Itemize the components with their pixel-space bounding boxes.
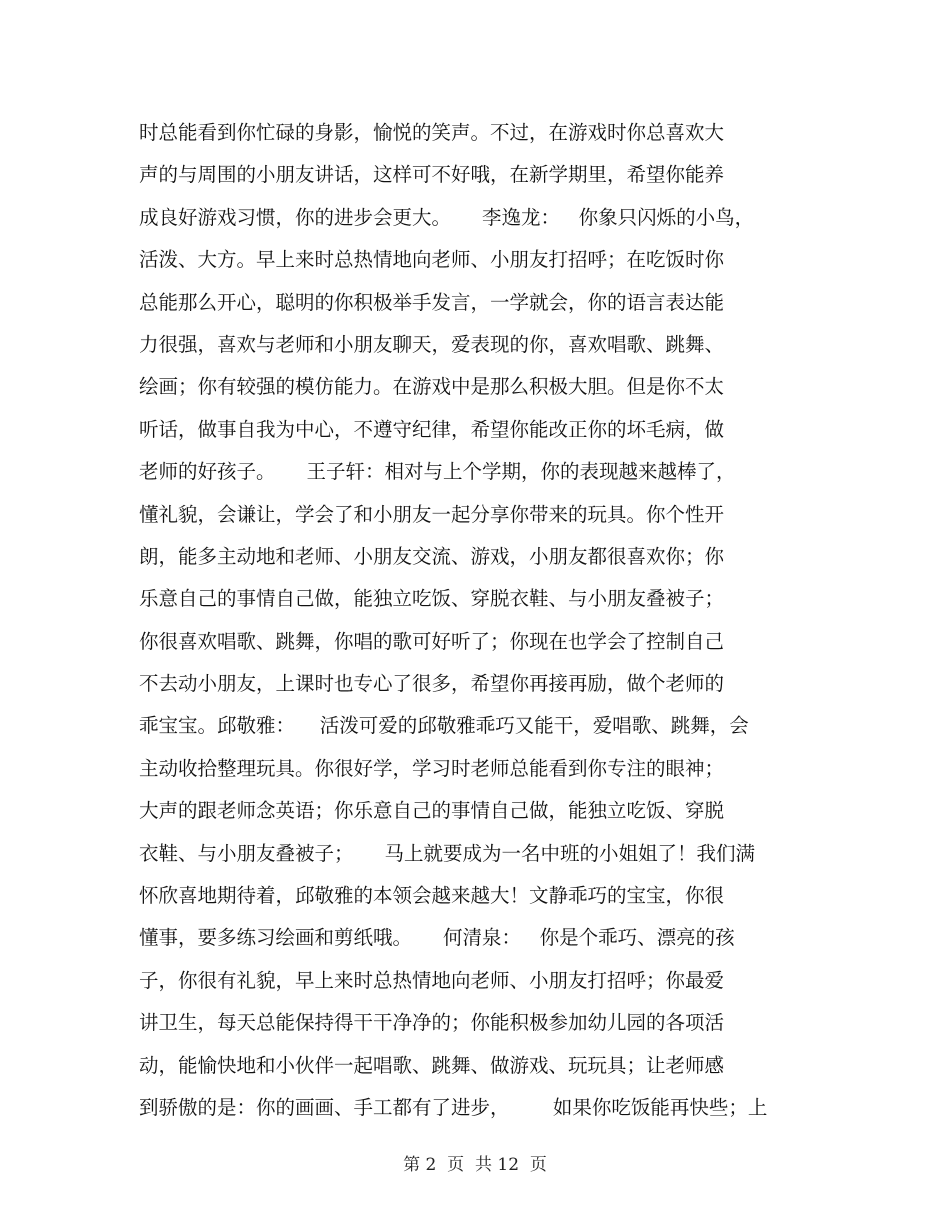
text-line: 你很喜欢唱歌、跳舞，你唱的歌可好听了；你现在也学会了控制自己	[139, 629, 725, 653]
text-line: 懂礼貌，会谦让，学会了和小朋友一起分享你带来的玩具。你个性开	[139, 502, 725, 526]
text-line: 乖宝宝。邱敬雅： 活泼可爱的邱敬雅乖巧又能干，爱唱歌、跳舞，会	[139, 714, 749, 738]
text-line: 衣鞋、与小朋友叠被子； 马上就要成为一名中班的小姐姐了！我们满	[139, 841, 755, 865]
text-line: 主动收拾整理玩具。你很好学，学习时老师总能看到你专注的眼神；	[139, 756, 725, 780]
text-line: 活泼、大方。早上来时总热情地向老师、小朋友打招呼；在吃饭时你	[139, 248, 725, 272]
page-footer: 第 2 页 共 12 页	[403, 1155, 547, 1175]
text-line: 力很强，喜欢与老师和小朋友聊天，爱表现的你，喜欢唱歌、跳舞、	[139, 332, 725, 356]
text-line: 懂事，要多练习绘画和剪纸哦。 何清泉： 你是个乖巧、漂亮的孩	[139, 926, 735, 950]
text-line: 老师的好孩子。 王子轩：相对与上个学期，你的表现越来越棒了，	[139, 460, 736, 484]
text-line: 讲卫生，每天总能保持得干干净净的；你能积极参加幼儿园的各项活	[139, 1011, 725, 1035]
text-line: 大声的跟老师念英语；你乐意自己的事情自己做，能独立吃饭、穿脱	[139, 799, 725, 823]
text-line: 总能那么开心，聪明的你积极举手发言，一学就会，你的语言表达能	[139, 290, 725, 314]
text-line: 时总能看到你忙碌的身影，愉悦的笑声。不过，在游戏时你总喜欢大	[139, 121, 725, 144]
text-line: 怀欣喜地期待着，邱敬雅的本领会越来越大！文静乖巧的宝宝，你很	[139, 884, 725, 908]
text-line: 动，能愉快地和小伙伴一起唱歌、跳舞、做游戏、玩玩具；让老师感	[139, 1053, 725, 1077]
text-line: 乐意自己的事情自己做，能独立吃饭、穿脱衣鞋、与小朋友叠被子；	[139, 587, 725, 611]
text-line: 到骄傲的是：你的画画、手工都有了进步， 如果你吃饭能再快些；上	[139, 1095, 768, 1119]
text-line: 成良好游戏习惯，你的进步会更大。 李逸龙： 你象只闪烁的小鸟，	[139, 205, 755, 229]
text-line: 朗，能多主动地和老师、小朋友交流、游戏，小朋友都很喜欢你；你	[139, 544, 725, 568]
text-line: 不去动小朋友，上课时也专心了很多，希望你再接再励，做个老师的	[139, 672, 725, 696]
text-line: 声的与周围的小朋友讲话，这样可不好哦，在新学期里，希望你能养	[139, 163, 725, 187]
text-line: 绘画；你有较强的模仿能力。在游戏中是那么积极大胆。但是你不太	[139, 375, 725, 399]
text-line: 听话，做事自我为中心，不遵守纪律，希望你能改正你的坏毛病，做	[139, 417, 725, 441]
text-line: 子，你很有礼貌，早上来时总热情地向老师、小朋友打招呼；你最爱	[139, 968, 725, 992]
body-text	[139, 112, 819, 1129]
